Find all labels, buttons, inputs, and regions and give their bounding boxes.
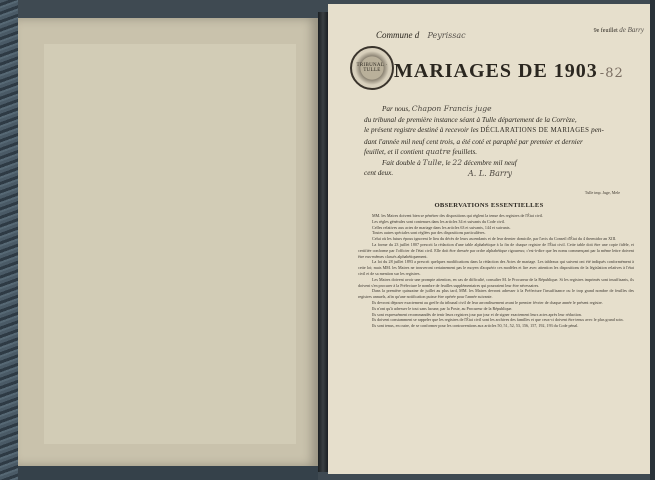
book-cover-bottom	[18, 466, 318, 480]
register-title-page	[328, 4, 650, 474]
observations-title: OBSERVATIONS ESSENTIELLES	[434, 202, 544, 209]
judge-signature: A. L. Barry	[468, 169, 513, 178]
book-cover-right-edge	[650, 0, 655, 480]
observation-paragraph: Ils devront déposer exactement au greffe du tribunal civil de leur arrondissement avant le premier février de chaque année le présent registre.	[372, 299, 603, 305]
observation-paragraph: Toutes autres spéciales sont réglées par des dispositions particulières.	[372, 230, 486, 236]
observation-paragraph: La loi du 28 juillet 1893 a prescrit quelques modifications dans la rédaction des Actes de mariage. Les tableaux qui suivent ont été indiqués conformément à cette loi; mais MM. les Maires ne trouveront certainement pas le moyen d'acquérir ces modèles et lire avec attention les dispositions de la législation relatives à l'état civil et de sa mention sur les registres.	[358, 259, 634, 276]
commune-line	[376, 30, 466, 40]
observation-paragraph: Ils sont tenus, en outre, de se conformer pour les contraventions aux articles 50, 51, 52, 53, 156, 157, 192, 193 du Code pénal.	[372, 323, 579, 329]
judge-name: Chapon Francis juge	[411, 104, 492, 113]
observation-paragraph: Les règles générales sont contenues dans les articles 34 et suivants du Code civil.	[372, 218, 506, 224]
observation-paragraph: Ils sont expressément recommandés de tenir leurs registres jour par jour et de signer exactement leurs actes après leur rédaction.	[372, 311, 582, 317]
cert-line5a: feuillet, et il contient	[364, 148, 424, 156]
commune-name: Peyrissac	[427, 31, 466, 40]
printer-mark: Tulle imp. Juge, Mele	[584, 190, 620, 195]
observation-paragraph: Celui où les futurs époux ignorent le lieu du décès de leurs ascendants et de leur dernier domicile, par l'avis du Conseil d'État du 4 thermidor an XIII.	[372, 236, 617, 242]
title-text: MARIAGES DE 1903	[394, 60, 598, 82]
commune-label: Commune d	[376, 30, 420, 40]
cert-line6a: Fait double à	[382, 158, 421, 167]
certification-text	[364, 104, 634, 179]
observation-paragraph: Dans la première quinzaine de juillet au plus tard, MM. les Maires devront adresser à la Préfecture l'insuffisance ou le trop grand nombre de feuilles des registres annuels, afin qu'une notification puisse être opérée pour l'année suivante.	[358, 288, 634, 300]
left-page-paper	[44, 44, 296, 444]
cert-line6b: , le	[441, 158, 451, 167]
book-cover-edge	[0, 0, 18, 480]
cert-line2: du tribunal de première instance séant à Tulle département de la Corrèze,	[364, 115, 577, 124]
observations-body	[358, 213, 634, 463]
title-suffix: -82	[599, 66, 624, 81]
cert-line5b: feuillets.	[452, 148, 478, 156]
cert-line7: cent deux.	[364, 169, 394, 177]
feuillet-note	[594, 26, 644, 34]
observation-paragraph: Ils doivent constamment se rappeler que les registres de l'État civil sont les archives des familles et que ceux-ci doivent être tenus avec le plus grand soin.	[372, 317, 624, 323]
register-title	[394, 60, 624, 83]
observation-paragraph: Ils n'ont qu'à adresser le tout sans lacune, par la Poste, au Procureur de la République.	[372, 305, 513, 311]
cert-line6c: décembre mil neuf	[463, 158, 517, 167]
cert-line1-label: Par nous,	[382, 105, 410, 113]
observation-paragraph: Les Maires doivent avoir une prompte attention, en cas de difficulté, consulter M. le Procureur de la République. Si les registres imprimés sont insuffisants, ils doivent s'en procurer à la Préfecture le nombre de feuilles supplémentaires qui pourraient leur être nécessaires.	[358, 276, 634, 288]
place-name: Tulle	[422, 157, 442, 167]
cert-line3c: pen-	[591, 126, 604, 134]
left-blank-page	[18, 18, 318, 466]
feuillet-count: quatre	[425, 147, 451, 156]
cert-line3b: DÉCLARATIONS DE MARIAGES	[480, 127, 590, 134]
feuillet-value: de Barry	[619, 26, 644, 34]
observation-paragraph: MM. les Maires doivent bien se pénétrer des dispositions qui règlent la tenue des registres de l'État civil.	[372, 213, 544, 218]
cert-line4: dant l'année mil neuf cent trois, a été coté et paraphé par premier et dernier	[364, 137, 583, 146]
seal-text: TRIBUNAL · TULLE	[356, 63, 388, 73]
book-spine	[318, 12, 328, 472]
observation-paragraph: Celles relatives aux actes de mariage dans les articles 63 et suivants, 144 et suivants.	[372, 224, 511, 230]
feuillet-label: 9e feuillet	[593, 28, 618, 34]
observation-paragraph: La forme du 23 juillet 1807 prescrit la rédaction d'une table alphabétique à la fin de chaque registre de l'État civil. Cette table doit être une copie fidèle, et certifiée conforme par l'officier de l'état civil. Elle doit être dressée par ordre alphabétique rigoureux; c'est-à-dire que les noms commençant par la même lettre doivent être eux-mêmes classés alphabétiquement.	[358, 241, 634, 259]
tribunal-seal-icon	[350, 46, 394, 90]
cert-line3a: le présent registre destiné à recevoir les	[364, 126, 479, 134]
day-value: 22	[452, 157, 463, 167]
